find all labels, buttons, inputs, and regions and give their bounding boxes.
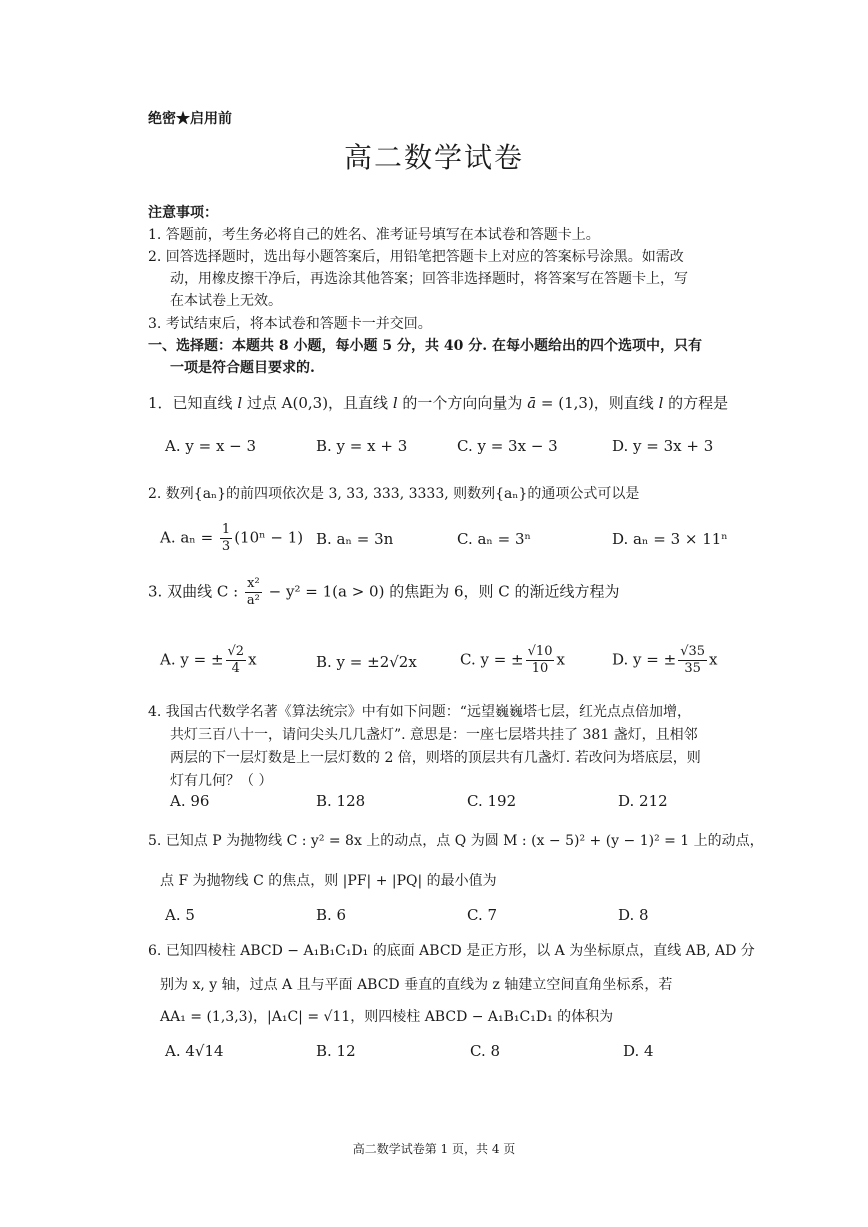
fraction: $\frac{√35}{35}$ <box>680 644 706 676</box>
fraction: $\frac{1}{3}$ <box>221 522 231 554</box>
section-1-heading-line-1: 一、选择题：本题共 8 小题，每小题 5 分，共 40 分. 在每小题给出的四个选项中，只有 <box>148 338 702 354</box>
question-6-line-3: AA₁ = (1,3,3)，|A₁C| = √11，则四棱柱 ABCD − A₁B₁C₁D₁ 的体积为 <box>160 1009 614 1025</box>
question-1-option-b: B. y = x + 3 <box>316 437 408 455</box>
fraction: $\frac{√10}{10}$ <box>527 644 553 676</box>
question-4-line-3: 两层的下一层灯数是上一层灯数的 2 倍，则塔的顶层共有几盏灯. 若改问为塔底层，则 <box>170 750 701 766</box>
question-3-option-d: D. y = ± $\frac{√35}{35}$ x <box>612 644 718 676</box>
question-5-line-1: 5. 已知点 P 为抛物线 C : y² = 8x 上的动点，点 Q 为圆 M : (x − 5)² + (y − 1)² = 1 上的动点， <box>148 833 764 849</box>
question-4-line-1: 4. 我国古代数学名著《算法统宗》中有如下问题：“远望巍巍塔七层，红光点点倍加增， <box>148 704 691 720</box>
fraction: $\frac{\text{x²}}{\text{a²}}$ <box>246 576 260 608</box>
question-3-option-c: C. y = ± $\frac{√10}{10}$ x <box>460 644 565 676</box>
question-1-option-c: C. y = 3x − 3 <box>457 437 558 455</box>
confidential-label: 绝密★启用前 <box>148 111 232 127</box>
question-3-option-b: B. y = ±2√2x <box>316 653 417 671</box>
question-4-line-4: 灯有几何？（ ） <box>170 773 273 789</box>
question-1-option-d: D. y = 3x + 3 <box>612 437 714 455</box>
question-5-option-c: C. 7 <box>467 906 498 924</box>
question-6-line-1: 6. 已知四棱柱 ABCD − A₁B₁C₁D₁ 的底面 ABCD 是正方形，以 A 为坐标原点，直线 AB, AD 分 <box>148 943 755 959</box>
notice-item-2-line-2: 动，用橡皮擦干净后，再选涂其他答案；回答非选择题时，将答案写在答题卡上，写 <box>170 271 688 287</box>
question-5-option-a: A. 5 <box>165 906 195 924</box>
question-5-option-d: D. 8 <box>618 906 649 924</box>
notice-item-2-line-3: 在本试卷上无效。 <box>170 293 282 309</box>
section-1-heading-line-2: 一项是符合题目要求的. <box>170 360 315 376</box>
notice-item-2-line-1: 2. 回答选择题时，选出每小题答案后，用铅笔把答题卡上对应的答案标号涂黑。如需改 <box>148 249 684 265</box>
notice-item-1: 1. 答题前，考生务必将自己的姓名、准考证号填写在本试卷和答题卡上。 <box>148 227 600 243</box>
question-6-option-b: B. 12 <box>316 1042 356 1060</box>
question-5-line-2: 点 F 为抛物线 C 的焦点，则 |PF| + |PQ| 的最小值为 <box>160 873 497 889</box>
question-2-stem: 2. 数列{aₙ}的前四项依次是 3, 33, 333, 3333, 则数列{aₙ}的通项公式可以是 <box>148 486 640 502</box>
notice-heading: 注意事项： <box>148 205 218 221</box>
question-4-line-2: 共灯三百八十一，请问尖头几几盏灯”. 意思是：一座七层塔共挂了 381 盏灯，且相邻 <box>170 727 698 743</box>
question-4-option-c: C. 192 <box>467 792 517 810</box>
question-6-line-2: 别为 x, y 轴，过点 A 且与平面 ABCD 垂直的直线为 z 轴建立空间直角坐标系，若 <box>160 977 673 993</box>
question-4-option-a: A. 96 <box>170 792 210 810</box>
question-6-option-a: A. 4√14 <box>165 1042 224 1060</box>
question-6-option-d: D. 4 <box>623 1042 654 1060</box>
question-3-option-a: A. y = ± $\frac{√2}{4}$ x <box>160 644 257 676</box>
question-5-option-b: B. 6 <box>316 906 347 924</box>
question-4-option-b: B. 128 <box>316 792 366 810</box>
question-6-option-c: C. 8 <box>470 1042 501 1060</box>
question-2-option-b: B. aₙ = 3n <box>316 530 394 548</box>
notice-item-3: 3. 考试结束后，将本试卷和答题卡一并交回。 <box>148 316 432 332</box>
question-2-option-c: C. aₙ = 3ⁿ <box>457 530 532 548</box>
question-2-option-d: D. aₙ = 3 × 11ⁿ <box>612 530 728 548</box>
page-footer: 高二数学试卷第 1 页，共 4 页 <box>352 1142 516 1156</box>
question-4-option-d: D. 212 <box>618 792 668 810</box>
question-1-option-a: A. y = x − 3 <box>165 437 257 455</box>
question-2-option-a: A. aₙ = $\frac{1}{3}$ (10ⁿ − 1) <box>160 522 304 554</box>
question-3-stem: 3. 双曲线 C : $\frac{\text{x²}}{\text{a²}}$ − y² = 1(a > 0) 的焦距为 6，则 C 的渐近线方程为 <box>148 576 620 608</box>
fraction: $\frac{√2}{4}$ <box>227 644 245 676</box>
page-title: 高二数学试卷 <box>343 141 524 174</box>
question-1-stem: 1．已知直线 l 过点 A(0,3)，且直线 l 的一个方向向量为 ā = (1,3)，则直线 l 的方程是 <box>148 394 729 412</box>
